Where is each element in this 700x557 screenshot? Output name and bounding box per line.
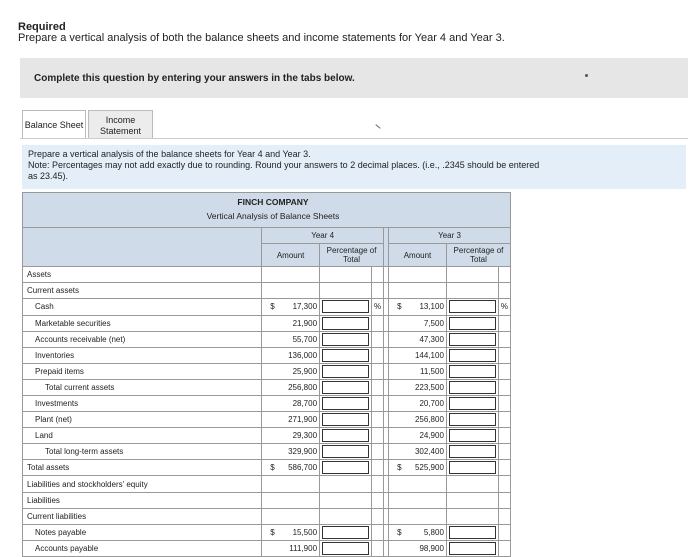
year3-amount-header: Amount: [389, 244, 447, 267]
tab-income-label-line1: Income: [105, 115, 136, 125]
year4-header: Year 4: [262, 228, 384, 244]
plant-y3: 256,800: [389, 412, 447, 428]
row-label: Total current assets: [23, 379, 262, 395]
table-row: [23, 492, 511, 508]
table-row: [23, 379, 511, 395]
row-label: Investments: [23, 395, 262, 411]
accounts-payable-y3: 98,900: [389, 540, 447, 556]
bullet-dot-icon: [585, 74, 588, 77]
row-label: Total assets: [23, 460, 262, 476]
marketable-y4-pct-input[interactable]: [322, 317, 369, 330]
instructions-line3: as 23.45).: [28, 171, 69, 181]
investments-y4-pct-input[interactable]: [322, 397, 369, 410]
instructions-line2: Note: Percentages may not add exactly due to rounding. Round your answers to 2 decimal places. (i.e., .2345 should be entered: [28, 160, 540, 170]
table-row: [23, 428, 511, 444]
tab-income-statement[interactable]: [88, 110, 153, 139]
required-text: Prepare a vertical analysis of both the balance sheets and income statements for Year 4 and Year 3.: [18, 32, 505, 44]
table-row: [23, 508, 511, 524]
accounts-payable-y3-pct-input[interactable]: [449, 542, 496, 555]
receivable-y4: 55,700: [262, 331, 320, 347]
table-row: [23, 476, 511, 492]
tab-divider: [20, 138, 688, 139]
inventories-y3: 144,100: [389, 347, 447, 363]
inventories-y3-pct-input[interactable]: [449, 349, 496, 362]
notes-payable-y4: 15,500: [292, 527, 318, 537]
instructions-line1: Prepare a vertical analysis of the balance sheets for Year 4 and Year 3.: [28, 149, 311, 159]
tab-balance-sheet[interactable]: [22, 110, 86, 139]
table-row: [23, 267, 511, 283]
year4-amount-header: Amount: [262, 244, 320, 267]
notes-payable-y4-pct-input[interactable]: [322, 526, 369, 539]
row-label: Accounts receivable (net): [23, 331, 262, 347]
table-row: [23, 347, 511, 363]
notes-payable-y3-pct-input[interactable]: [449, 526, 496, 539]
total-longterm-y3: 302,400: [389, 444, 447, 460]
year4-pct-header: Percentage of Total: [320, 244, 384, 267]
inventories-y4-pct-input[interactable]: [322, 349, 369, 362]
row-label: Plant (net): [23, 412, 262, 428]
marketable-y4: 21,900: [262, 315, 320, 331]
prepaid-y3: 11,500: [389, 363, 447, 379]
total-assets-y4: 586,700: [288, 463, 318, 473]
land-y3: 24,900: [389, 428, 447, 444]
row-label: Notes payable: [23, 524, 262, 540]
row-label: Current assets: [23, 283, 262, 299]
row-label: Total long-term assets: [23, 444, 262, 460]
header-label-cell: [23, 228, 262, 267]
table-row: [23, 412, 511, 428]
prepaid-y3-pct-input[interactable]: [449, 365, 496, 378]
total-current-y4-pct-input[interactable]: [322, 381, 369, 394]
table-row: Notes payable $ 15,500 $ 5,800: [23, 524, 511, 540]
table-row: [23, 331, 511, 347]
total-current-y3: 223,500: [389, 379, 447, 395]
notes-payable-y3: 5,800: [423, 527, 444, 537]
cursor-mark-icon: [375, 124, 380, 129]
investments-y3: 20,700: [389, 395, 447, 411]
receivable-y3: 47,300: [389, 331, 447, 347]
receivable-y3-pct-input[interactable]: [449, 333, 496, 346]
row-label: Marketable securities: [23, 315, 262, 331]
total-longterm-y3-pct-input[interactable]: [449, 445, 496, 458]
investments-y4: 28,700: [262, 395, 320, 411]
plant-y3-pct-input[interactable]: [449, 413, 496, 426]
land-y3-pct-input[interactable]: [449, 429, 496, 442]
plant-y4: 271,900: [262, 412, 320, 428]
investments-y3-pct-input[interactable]: [449, 397, 496, 410]
marketable-y3: 7,500: [389, 315, 447, 331]
total-assets-y3-pct-input[interactable]: [449, 461, 496, 474]
row-label: Accounts payable: [23, 540, 262, 556]
table-row: [23, 395, 511, 411]
cash-y4-pct-input[interactable]: [322, 300, 369, 313]
plant-y4-pct-input[interactable]: [322, 413, 369, 426]
marketable-y3-pct-input[interactable]: [449, 317, 496, 330]
table-title-cell: [23, 193, 511, 228]
row-label: Liabilities and stockholders' equity: [23, 476, 262, 492]
table-row: Cash $ 17,300 % $ 13,100 %: [23, 299, 511, 315]
total-current-y3-pct-input[interactable]: [449, 381, 496, 394]
tab-balance-sheet-label: Balance Sheet: [24, 120, 84, 130]
receivable-y4-pct-input[interactable]: [322, 333, 369, 346]
total-longterm-y4-pct-input[interactable]: [322, 445, 369, 458]
cash-y4: 17,300: [292, 302, 318, 312]
year3-header: Year 3: [389, 228, 511, 244]
total-longterm-y4: 329,900: [262, 444, 320, 460]
total-assets-y4-pct-input[interactable]: [322, 461, 369, 474]
table-row: [23, 363, 511, 379]
row-label: Assets: [23, 267, 262, 283]
total-assets-y3: 525,900: [414, 463, 444, 473]
total-current-y4: 256,800: [262, 379, 320, 395]
prepaid-y4-pct-input[interactable]: [322, 365, 369, 378]
cash-y3: 13,100: [419, 302, 444, 312]
row-label: Liabilities: [23, 492, 262, 508]
complete-question-text: Complete this question by entering your answers in the tabs below.: [34, 73, 355, 84]
table-row: [23, 315, 511, 331]
accounts-payable-y4-pct-input[interactable]: [322, 542, 369, 555]
table-row: Total assets $ 586,700 $ 525,900: [23, 460, 511, 476]
company-name: FINCH COMPANY: [237, 197, 309, 207]
table-subtitle: Vertical Analysis of Balance Sheets: [206, 211, 340, 221]
vertical-analysis-table: [22, 192, 511, 557]
row-label: Land: [23, 428, 262, 444]
required-heading: Required: [18, 21, 66, 33]
land-y4: 29,300: [262, 428, 320, 444]
table-row: [23, 283, 511, 299]
year3-pct-header: Percentage of Total: [446, 244, 510, 267]
row-label: Prepaid items: [23, 363, 262, 379]
row-label: Inventories: [23, 347, 262, 363]
table-row: [23, 540, 511, 556]
table-row: [23, 444, 511, 460]
instructions-box: [22, 145, 686, 189]
row-label: Current liabilities: [23, 508, 262, 524]
tab-income-label-line2: Statement: [99, 126, 142, 136]
row-label: Cash: [23, 299, 262, 315]
inventories-y4: 136,000: [262, 347, 320, 363]
accounts-payable-y4: 111,900: [262, 540, 320, 556]
prepaid-y4: 25,900: [262, 363, 320, 379]
cash-y3-pct-input[interactable]: [449, 300, 496, 313]
land-y4-pct-input[interactable]: [322, 429, 369, 442]
complete-question-bar: [20, 58, 688, 98]
